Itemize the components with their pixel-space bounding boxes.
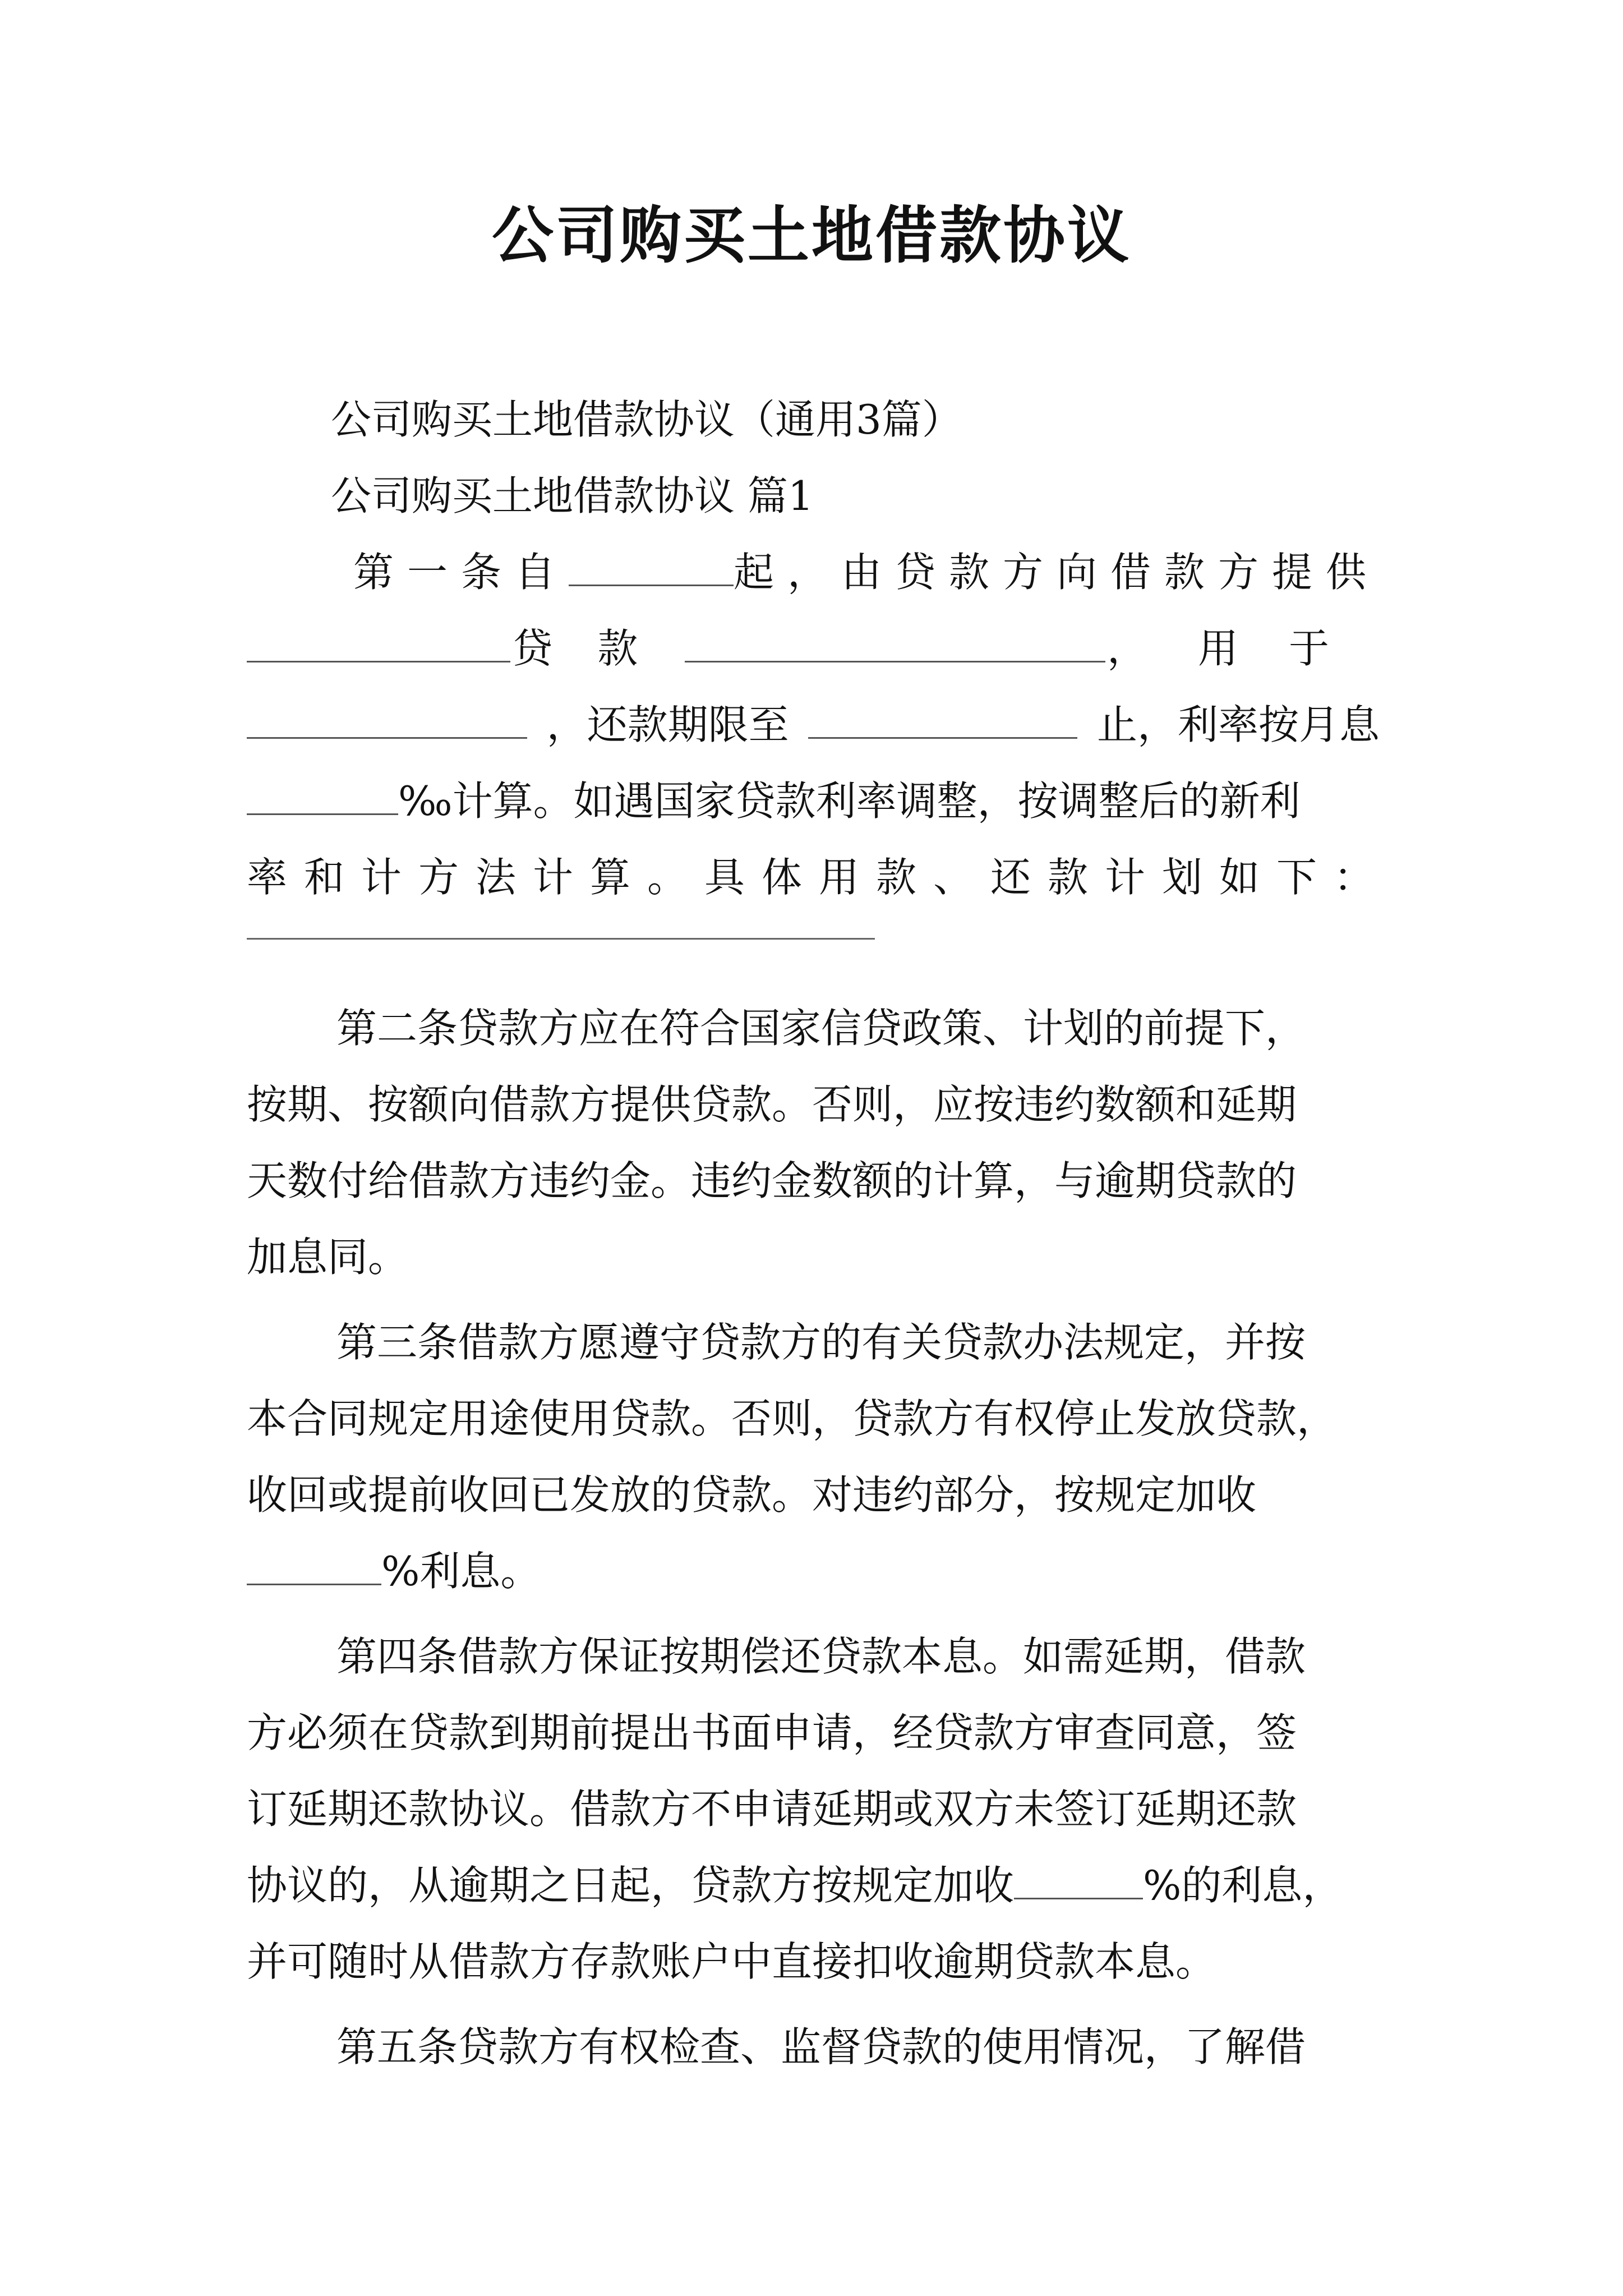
article-4-line-2: 方必须在贷款到期前提出书面申请，经贷款方审查同意，签 [247,1709,1297,1756]
article-1-line-1 [247,534,1380,610]
article-1-line-3 [247,687,1380,763]
blank-overdue-rate [1014,1858,1143,1899]
article-4-line-1: 第四条借款方保证按期偿还贷款本息。如需延期，借款 [336,1633,1306,1680]
blank-repayment-plan [247,938,875,940]
article-2-line-3: 天数付给借款方违约金。违约金数额的计算，与逾期贷款的 [247,1157,1297,1204]
document-body [247,381,1391,2085]
article-1-text: 第一条自 [353,549,569,596]
article-1-line-2 [247,610,1380,687]
article-4-line-5: 并可随时从借款方存款账户中直接扣收逾期贷款本息。 [247,1938,1216,1985]
blank-start-date [569,545,734,586]
blank-repay-deadline [808,698,1077,739]
article-3-line-2: 本合同规定用途使用贷款。否则，贷款方有权停止发放贷款， [247,1395,1338,1442]
article-2-line-1: 第二条贷款方应在符合国家信贷政策、计划的前提下， [336,1005,1306,1052]
blank-monthly-rate [247,774,398,815]
article-4-text: 协议的，从逾期之日起，贷款方按规定加收 [247,1862,1015,1909]
article-1-text: ‰计算。如遇国家贷款利率调整，按调整后的新利 [398,777,1301,825]
blank-purpose [247,698,527,739]
subtitle: 公司购买土地借款协议（通用3篇） [331,396,962,443]
blank-loan-type [247,622,510,662]
blank-penalty-rate [247,1544,381,1585]
article-2-line-4: 加息同。 [247,1234,409,1281]
section-heading: 公司购买土地借款协议 篇1 [331,472,814,519]
article-1-text: 起，由贷款方向借款方提供 [733,549,1380,596]
article-4-line-3: 订延期还款协议。借款方不申请延期或双方未签订延期还款 [247,1786,1297,1833]
blank-loan-amount [685,622,1105,662]
article-3-text: %利息。 [381,1548,541,1595]
article-5-line-1: 第五条贷款方有权检查、监督贷款的使用情况，了解借 [336,2023,1306,2070]
document-title: 公司购买土地借款协议 [492,199,1131,272]
article-4-line-4 [247,1847,1380,1924]
article-1-text: ，用于 [1106,625,1380,672]
article-1-text: 止，利率按月息 [1096,701,1380,748]
article-4-text: %的利息， [1143,1862,1343,1909]
article-1-line-4 [247,763,1380,839]
article-1-line-5 [247,839,1391,915]
article-3-line-3: 收回或提前收回已发放的贷款。对违约部分，按规定加收 [247,1471,1257,1519]
article-2-line-2: 按期、按额向借款方提供贷款。否则，应按违约数额和延期 [247,1081,1297,1128]
article-3-line-4 [247,1533,1380,1609]
article-3-line-1: 第三条借款方愿遵守贷款方的有关贷款办法规定，并按 [336,1319,1306,1366]
article-1-text: 贷款 [512,625,683,672]
article-1-text: 率和计方法计算。具体用款、还款计划如下： [247,854,1391,901]
article-1-text: ，还款期限至 [546,701,789,748]
